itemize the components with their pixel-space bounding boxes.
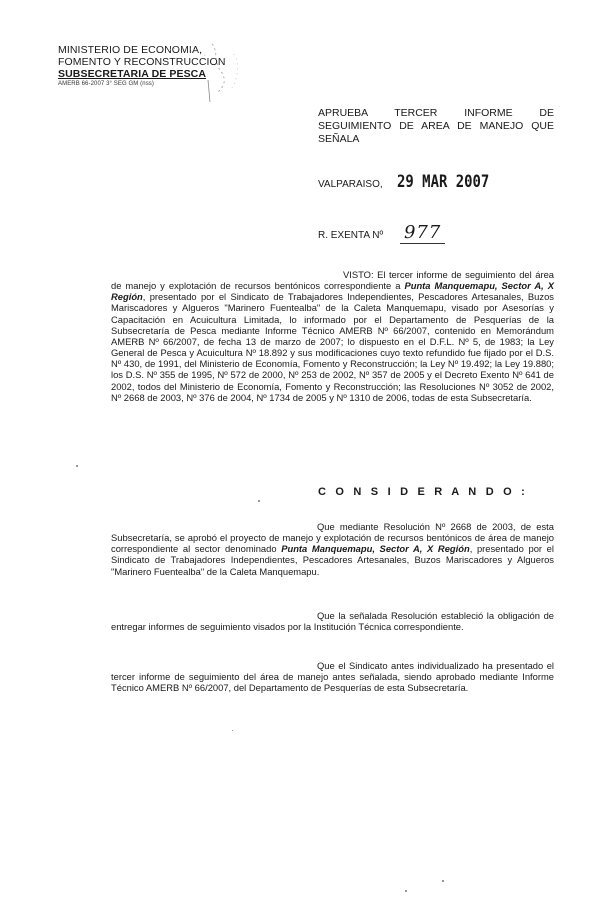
scan-speck: [405, 890, 407, 892]
visto-text-1: El tercer informe de seguimiento del área de manejo y explotación de recursos bentónicos correspondiente a: [111, 269, 554, 292]
visto-label: VISTO:: [343, 269, 374, 280]
c2-text: Que la señalada Resolución estableció la obligación de entregar informes de seguimiento visados por la Institución Técnica correspondiente.: [111, 610, 554, 633]
seal-stamp-mark: [150, 40, 250, 110]
c1-text-2: , presentado por el Sindicato de Trabajadores Independientes, Pescadores Artesanales, Buzos Mariscadores y Algueros "Marinero Fuentealba" de la Caleta Manquemapu.: [111, 543, 554, 577]
c1-text-1: Que mediante Resolución Nº 2668 de 2003, de esta Subsecretaría, se aprobó el proyecto de manejo y explotación de recursos bentónicos de área de manejo correspondiente al sector denominado: [111, 521, 554, 555]
scan-speck: [258, 500, 260, 502]
c3-text: Que el Sindicato antes individualizado ha presentado el tercer informe de seguimiento del área de manejo antes señalada, siendo aprobado mediante Informe Técnico AMERB Nº 66/2007, del Departamento de Pesquerías de esta Subsecretaría.: [111, 660, 554, 694]
city-name: VALPARAISO,: [318, 179, 383, 190]
visto-text-2: , presentado por el Sindicato de Trabajadores Independientes, Pescadores Artesanales, Buzos Mariscadores y Algueros "Marinero Fuentealba" de la Caleta Manquemapu, visado por Asesorías y Capacitación en Acuicultura Limitada, lo informado por el Departamento de Pesquerías de la Subsecretaría de Pesca mediante Informe Técnico AMERB Nº 66/2007, contenido en Memorándum AMERB Nº 66/2007, de fecha 13 de marzo de 2007; lo dispuesto en el D.F.L. Nº 5, de 1983; la Ley General de Pesca y Acuicultura Nº 18.892 y sus modificaciones cuyo texto refundido fue fijado por el D.S. Nº 430, de 1991, del Ministerio de Economía, Fomento y Reconstrucción; la Ley Nº 19.492; la Ley 19.880; los D.S. Nº 355 de 1995, Nº 572 de 2000, Nº 253 de 2002, Nº 357 de 2005 y el Decreto Exento Nº 641 de 2002, todos del Ministerio de Economía, Fomento y Reconstrucción; las Resoluciones Nº 3052 de 2002, Nº 2668 de 2003, Nº 376 de 2004, Nº 1734 de 2005 y Nº 1310 de 2006, todas de esta Subsecretaría.: [111, 291, 554, 403]
scan-speck: [232, 730, 233, 731]
ministry-line-1: MINISTERIO DE ECONOMIA,: [58, 44, 203, 56]
considerando-heading: C O N S I D E R A N D O :: [318, 486, 528, 498]
c1-area-name: Punta Manquemapu, Sector A, X Región: [281, 543, 470, 555]
scan-speck: [76, 465, 78, 467]
place-and-date: [318, 172, 558, 192]
considerando-paragraph-3: [111, 660, 554, 693]
considerando-paragraph-1: [111, 521, 554, 577]
scan-speck: [442, 880, 444, 882]
visto-paragraph: [111, 269, 554, 403]
resolution-label: R. EXENTA Nº: [318, 230, 384, 241]
resolution-number-line: [318, 222, 558, 244]
considerando-paragraph-2: [111, 610, 554, 632]
resolution-number: 977: [400, 222, 445, 244]
visto-area-name: Punta Manquemapu, Sector A, X Región: [111, 280, 554, 303]
date-stamp: 29 MAR 2007: [397, 172, 490, 192]
subsecretaria-name: SUBSECRETARIA DE PESCA: [58, 68, 207, 80]
reference-code: AMERB 66-2007 3° SEG GM (nss): [58, 81, 154, 87]
ministry-line-2: FOMENTO Y RECONSTRUCCION: [58, 56, 226, 68]
resolution-subject: APRUEBA TERCER INFORME DE SEGUIMIENTO DE AREA DE MANEJO QUE SEÑALA: [318, 107, 554, 145]
